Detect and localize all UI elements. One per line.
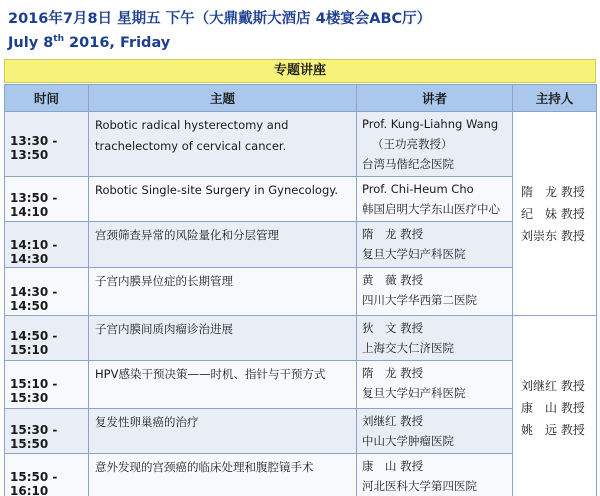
- speaker-institution: 韩国启明大学东山医疗中心: [362, 202, 500, 216]
- column-header-host: 主持人: [513, 85, 597, 112]
- speaker-name: 刘继红 教授: [362, 414, 424, 428]
- session-time: 14:10 - 14:30: [5, 222, 89, 268]
- session-time: 13:50 - 14:10: [5, 177, 89, 222]
- speaker-name: 康 山 教授: [362, 459, 424, 473]
- speaker-institution: 上海交大仁济医院: [362, 341, 454, 355]
- speaker-institution: 河北医科大学第四医院: [362, 479, 477, 493]
- session-time: 14:30 - 14:50: [5, 268, 89, 316]
- session-topic: HPV感染干预决策——时机、指针与干预方式: [89, 361, 357, 409]
- column-header-time: 时间: [5, 85, 89, 112]
- table-row: [5, 454, 597, 496]
- header-english: [8, 34, 170, 51]
- session-speaker: [357, 222, 513, 268]
- host-name: 隋 龙 教授: [521, 184, 585, 199]
- session-speaker: [357, 177, 513, 222]
- session-topic: Robotic Single-site Surgery in Gynecology.: [89, 177, 357, 222]
- table-row: [5, 316, 597, 361]
- session-topic: Robotic radical hysterectomy and trachelectomy of cervical cancer.: [89, 112, 357, 177]
- session-time: 15:50 - 16:10: [5, 454, 89, 496]
- session-time: 15:30 - 15:50: [5, 409, 89, 454]
- speaker-name: 狄 文 教授: [362, 321, 424, 335]
- speaker-institution: 中山大学肿瘤医院: [362, 434, 454, 448]
- host-name: 康 山 教授: [521, 400, 585, 415]
- session-speaker: [357, 112, 513, 177]
- host-cell: [513, 112, 597, 316]
- session-time: 13:30 - 13:50: [5, 112, 89, 177]
- speaker-chinese-name: （王功亮教授）: [372, 137, 453, 151]
- session-topic: 宫颈筛查异常的风险量化和分层管理: [89, 222, 357, 268]
- session-speaker: [357, 361, 513, 409]
- table-row: [5, 112, 597, 177]
- speaker-institution: 四川大学华西第二医院: [362, 293, 477, 307]
- speaker-name: 隋 龙 教授: [362, 366, 424, 380]
- speaker-institution: 复旦大学妇产科医院: [362, 247, 466, 261]
- column-header-speaker: 讲者: [357, 85, 513, 112]
- host-name: 纪 妹 教授: [521, 206, 585, 221]
- header-english-prefix: July 8: [8, 35, 54, 51]
- session-topic: 复发性卵巢癌的治疗: [89, 409, 357, 454]
- header-english-suffix: 2016, Friday: [64, 35, 171, 51]
- table-row: [5, 409, 597, 454]
- speaker-name: Prof. Kung-Liahng Wang: [362, 117, 499, 131]
- speaker-name: Prof. Chi-Heum Cho: [362, 182, 474, 196]
- header-chinese: 2016年7月8日 星期五 下午（大鼎戴斯大酒店 4楼宴会ABC厅）: [8, 11, 432, 27]
- section-title: 专题讲座: [4, 59, 596, 83]
- session-time: 15:10 - 15:30: [5, 361, 89, 409]
- column-header-topic: 主题: [89, 85, 357, 112]
- host-cell: [513, 316, 597, 496]
- table-header-row: [5, 85, 597, 112]
- session-topic: 子宫内膜异位症的长期管理: [89, 268, 357, 316]
- host-name: 刘继红 教授: [521, 378, 585, 393]
- host-name: 姚 远 教授: [521, 422, 585, 437]
- header-english-sup: th: [53, 34, 64, 44]
- table-row: [5, 268, 597, 316]
- session-speaker: [357, 268, 513, 316]
- table-row: [5, 361, 597, 409]
- session-topic: 意外发现的宫颈癌的临床处理和腹腔镜手术: [89, 454, 357, 496]
- speaker-name: 隋 龙 教授: [362, 227, 424, 241]
- speaker-institution: 复旦大学妇产科医院: [362, 386, 466, 400]
- session-speaker: [357, 409, 513, 454]
- speaker-institution: 台湾马偕纪念医院: [362, 157, 454, 171]
- session-speaker: [357, 454, 513, 496]
- speaker-name: 黄 薇 教授: [362, 273, 424, 287]
- host-name: 刘崇东 教授: [521, 228, 585, 243]
- session-speaker: [357, 316, 513, 361]
- session-topic: 子宫内膜间质肉瘤诊治进展: [89, 316, 357, 361]
- table-row: [5, 177, 597, 222]
- session-time: 14:50 - 15:10: [5, 316, 89, 361]
- table-row: [5, 222, 597, 268]
- schedule-table: [4, 84, 597, 496]
